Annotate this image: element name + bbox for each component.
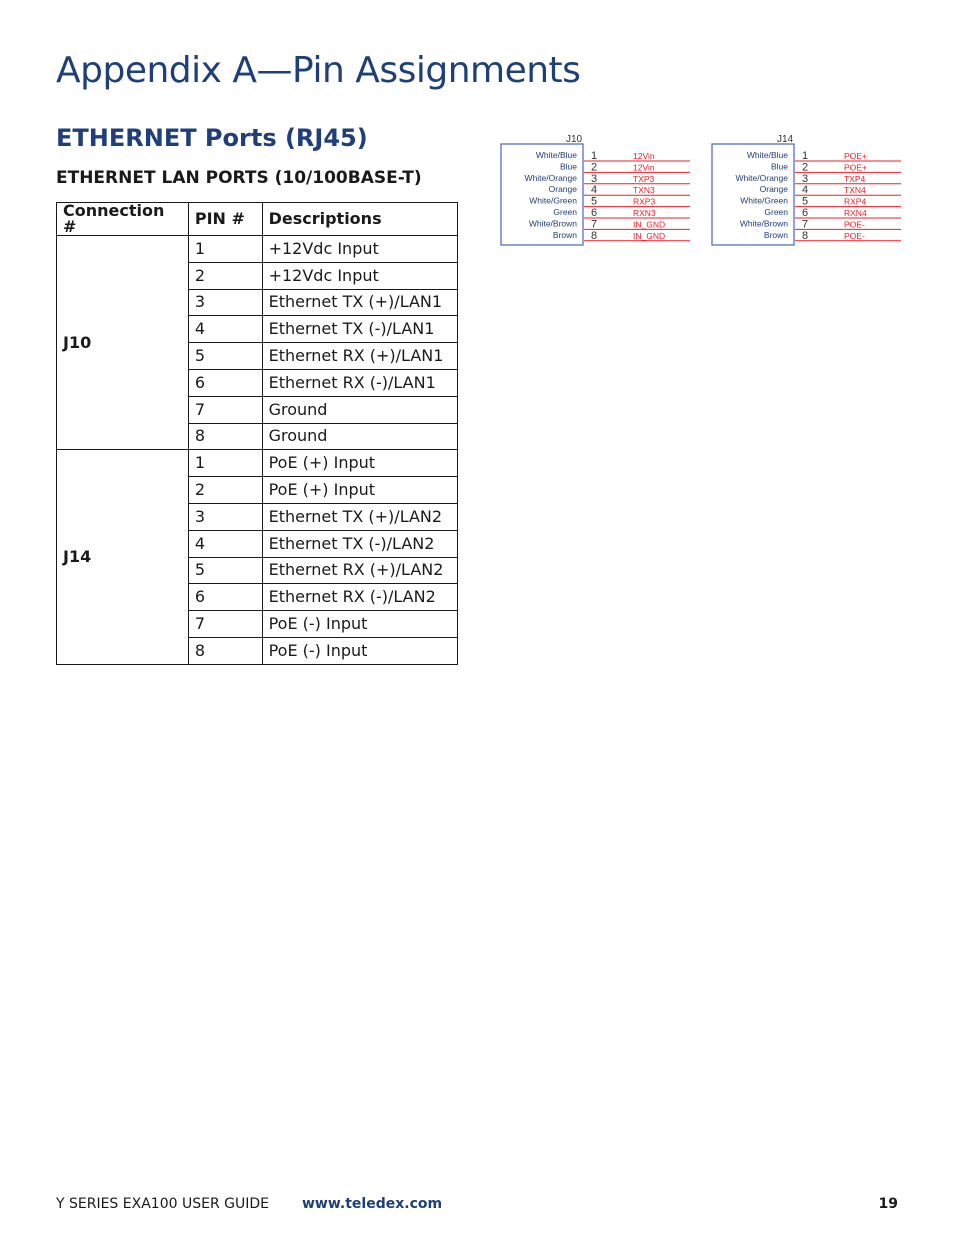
signal-name-label: IN_GND [633,230,666,241]
pin-cell: 7 [188,611,262,638]
wiring-diagram-svg [711,132,907,250]
section-subtitle: ETHERNET LAN PORTS (10/100BASE-T) [56,168,422,188]
pin-number-label: 8 [802,229,809,242]
pin-number-label: 1 [591,150,598,162]
wire-color-label: White/Green [740,195,788,206]
signal-name-label: RXN3 [633,208,656,218]
pin-number-label: 7 [802,218,809,231]
connector-label: J14 [777,134,794,145]
signal-name-label: POE+ [844,151,867,161]
signal-name-label: POE+ [844,162,867,173]
wire-color-label: Brown [552,229,577,240]
pin-number-label: 4 [802,184,809,197]
description-cell: PoE (-) Input [262,637,457,664]
pin-cell: 2 [188,477,262,504]
connection-cell: J10 [57,236,189,450]
page-title: Appendix A—Pin Assignments [56,50,581,91]
signal-name-label: IN_GND [633,219,666,230]
table-row [57,236,458,263]
pin-number-label: 4 [591,184,598,197]
pin-number-label: 5 [591,195,598,208]
pin-cell: 3 [188,289,262,316]
footer-website-link[interactable]: www.teledex.com [302,1196,443,1212]
pin-number-label: 6 [802,207,809,219]
pin-number-label: 2 [802,161,809,174]
header-descriptions: Descriptions [262,203,457,236]
pin-cell: 4 [188,530,262,557]
wire-color-label: White/Orange [735,172,788,183]
wire-color-label: Brown [763,229,788,240]
signal-name-label: POE- [844,219,865,230]
signal-name-label: 12Vin [633,162,655,173]
description-cell: Ethernet TX (-)/LAN1 [262,316,457,343]
table-row [57,450,458,477]
pin-number-label: 8 [591,229,598,242]
description-cell: Ethernet TX (-)/LAN2 [262,530,457,557]
pin-number-label: 3 [802,172,809,185]
description-cell: Ethernet RX (+)/LAN1 [262,343,457,370]
signal-name-label: TXP3 [633,173,655,184]
pin-cell: 1 [188,450,262,477]
pin-number-label: 5 [802,195,809,208]
table-body [57,236,458,665]
wire-color-label: White/Green [529,195,577,206]
signal-name-label: 12Vin [633,151,655,161]
pin-cell: 6 [188,584,262,611]
connector-label: J10 [566,134,583,145]
wire-color-label: Blue [770,161,788,172]
description-cell: Ethernet RX (-)/LAN1 [262,369,457,396]
description-cell: Ethernet TX (+)/LAN1 [262,289,457,316]
wire-color-label: Orange [548,184,577,195]
header-connection: Connection # [57,203,189,236]
pin-cell: 1 [188,236,262,263]
pin-cell: 6 [188,369,262,396]
header-pin: PIN # [188,203,262,236]
j14-wiring-diagram [711,132,907,250]
pin-assignment-table [56,202,458,665]
wire-color-label: White/Blue [535,150,577,160]
description-cell: Ground [262,423,457,450]
pin-number-label: 6 [591,207,598,219]
signal-name-label: TXP4 [844,173,866,184]
description-cell: Ethernet TX (+)/LAN2 [262,503,457,530]
description-cell: Ethernet RX (-)/LAN2 [262,584,457,611]
pin-cell: 8 [188,423,262,450]
pin-cell: 2 [188,262,262,289]
description-cell: Ground [262,396,457,423]
j10-wiring-diagram [500,132,696,250]
page-number: 19 [878,1196,898,1212]
wire-color-label: White/Orange [524,172,577,183]
pin-cell: 8 [188,637,262,664]
wire-color-label: White/Brown [739,218,788,229]
description-cell: +12Vdc Input [262,236,457,263]
signal-name-label: POE- [844,230,865,241]
table-header-row [57,203,458,236]
pin-cell: 7 [188,396,262,423]
wire-color-label: White/Blue [746,150,788,160]
wire-color-label: Green [764,207,788,217]
pin-number-label: 1 [802,150,809,162]
section-title: ETHERNET Ports (RJ45) [56,124,368,152]
signal-name-label: TXN4 [844,185,866,196]
pin-number-label: 7 [591,218,598,231]
wire-color-label: Green [553,207,577,217]
pin-number-label: 3 [591,172,598,185]
description-cell: +12Vdc Input [262,262,457,289]
pin-number-label: 2 [591,161,598,174]
wire-color-label: Orange [759,184,788,195]
connection-cell: J14 [57,450,189,664]
pin-cell: 4 [188,316,262,343]
footer-guide-title: Y SERIES EXA100 USER GUIDE [56,1196,269,1212]
description-cell: PoE (+) Input [262,477,457,504]
wiring-diagram-svg [500,132,696,250]
description-cell: PoE (-) Input [262,611,457,638]
description-cell: PoE (+) Input [262,450,457,477]
page-footer [56,1196,898,1214]
signal-name-label: RXN4 [844,208,867,218]
pin-cell: 5 [188,557,262,584]
description-cell: Ethernet RX (+)/LAN2 [262,557,457,584]
wire-color-label: Blue [559,161,577,172]
signal-name-label: RXP4 [844,196,867,207]
pin-cell: 3 [188,503,262,530]
pin-cell: 5 [188,343,262,370]
signal-name-label: TXN3 [633,185,655,196]
wire-color-label: White/Brown [528,218,577,229]
signal-name-label: RXP3 [633,196,656,207]
